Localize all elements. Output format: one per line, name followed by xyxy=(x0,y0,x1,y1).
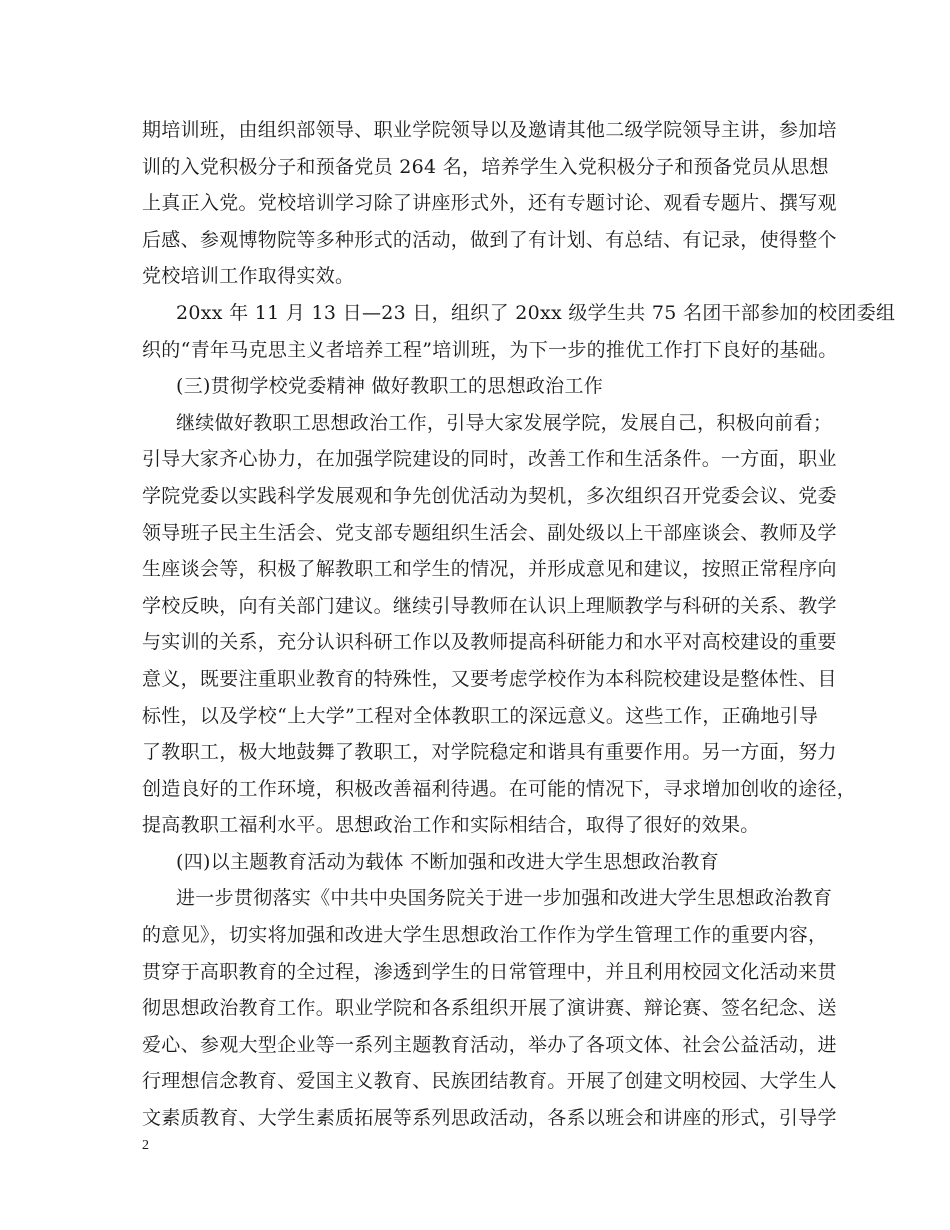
text-line: 引导大家齐心协力，在加强学院建设的同时，改善工作和生活条件。一方面，职业 xyxy=(142,448,837,471)
text-line: 提高教职工福利水平。思想政治工作和实际相结合，取得了很好的效果。 xyxy=(142,814,760,837)
text-line: 20xx 年 11 月 13 日—23 日，组织了 20xx 级学生共 75 名团干部参加的校团委组 xyxy=(176,301,896,324)
page-number: 2 xyxy=(142,1138,149,1153)
text-line: 继续做好教职工思想政治工作，引导大家发展学院，发展自己，积极向前看； xyxy=(176,411,833,434)
text-line: 了教职工，极大地鼓舞了教职工，对学院稳定和谐具有重要作用。另一方面，努力 xyxy=(142,741,837,764)
text-line: 标性，以及学校“上大学”工程对全体教职工的深远意义。这些工作，正确地引导 xyxy=(142,704,819,727)
text-line: 进一步贯彻落实《中共中央国务院关于进一步加强和改进大学生思想政治教育 xyxy=(176,887,833,910)
text-line: 学校反映，向有关部门建议。继续引导教师在认识上理顺教学与科研的关系、教学 xyxy=(142,594,837,617)
text-line: 文素质教育、大学生素质拓展等系列思政活动，各系以班会和讲座的形式，引导学 xyxy=(142,1107,837,1130)
text-line: 织的“青年马克思主义者培养工程”培训班，为下一步的推优工作打下良好的基础。 xyxy=(142,338,838,361)
text-line: 学院党委以实践科学发展观和争先创优活动为契机，多次组织召开党委会议、党委 xyxy=(142,484,837,507)
text-line: 爱心、参观大型企业等一系列主题教育活动，举办了各项文体、社会公益活动，进 xyxy=(142,1033,837,1056)
text-line: 彻思想政治教育工作。职业学院和各系组织开展了演讲赛、辩论赛、签名纪念、送 xyxy=(142,997,837,1020)
body-text xyxy=(142,112,896,1137)
text-line: 后感、参观博物院等多种形式的活动，做到了有计划、有总结、有记录，使得整个 xyxy=(142,228,837,251)
text-line: 意义，既要注重职业教育的特殊性，又要考虑学校作为本科院校建设是整体性、目 xyxy=(142,667,837,690)
text-line: 的意见》，切实将加强和改进大学生思想政治工作作为学生管理工作的重要内容， xyxy=(142,924,828,947)
text-line: 期培训班，由组织部领导、职业学院领导以及邀请其他二级学院领导主讲，参加培 xyxy=(142,119,837,141)
text-line: 训的入党积极分子和预备党员 264 名，培养学生入党积极分子和预备党员从思想 xyxy=(142,155,829,178)
text-line: 党校培训工作取得实效。 xyxy=(142,265,355,288)
text-line: 贯穿于高职教育的全过程，渗透到学生的日常管理中，并且利用校园文化活动来贯 xyxy=(142,960,837,983)
text-line: 领导班子民主生活会、党支部专题组织生活会、副处级以上干部座谈会、教师及学 xyxy=(142,521,837,544)
text-line: 与实训的关系，充分认识科研工作以及教师提高科研能力和水平对高校建设的重要 xyxy=(142,631,837,654)
section-heading: (四)以主题教育活动为载体 不断加强和改进大学生思想政治教育 xyxy=(176,850,719,873)
text-line: 创造良好的工作环境，积极改善福利待遇。在可能的情况下，寻求增加创收的途径， xyxy=(142,777,857,800)
text-line: 上真正入党。党校培训学习除了讲座形式外，还有专题讨论、观看专题片、撰写观 xyxy=(142,192,837,215)
text-line: 行理想信念教育、爱国主义教育、民族团结教育。开展了创建文明校园、大学生人 xyxy=(142,1070,837,1093)
text-line: 生座谈会等，积极了解教职工和学生的情况，并形成意见和建议，按照正常程序向 xyxy=(142,558,837,581)
section-heading: (三)贯彻学校党委精神 做好教职工的思想政治工作 xyxy=(176,375,604,398)
